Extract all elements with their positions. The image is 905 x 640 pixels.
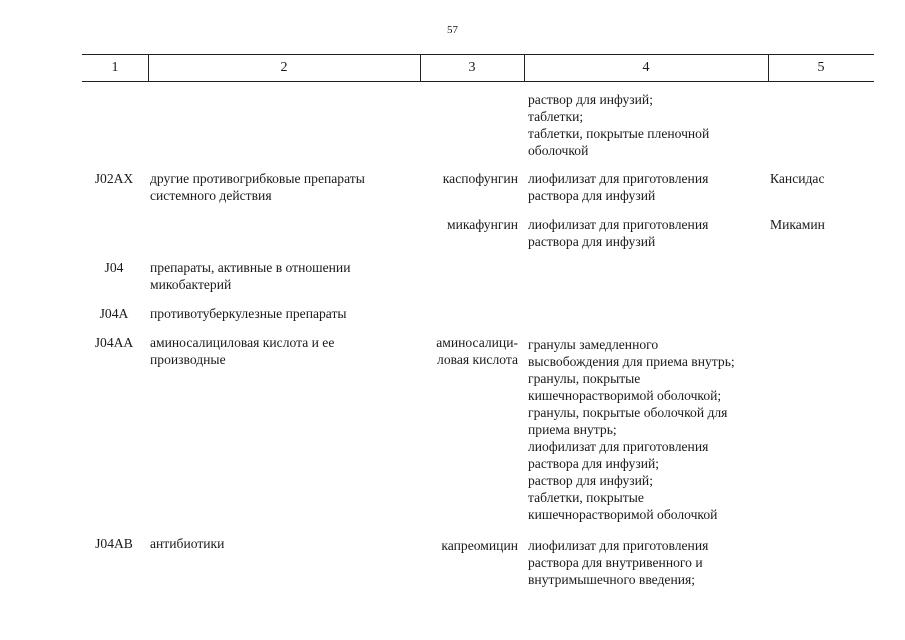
inn-line: микафунгин	[447, 217, 518, 232]
form-line: раствора для инфузий	[528, 188, 656, 203]
form-line: раствор для инфузий;	[528, 473, 653, 488]
group-name-cell	[150, 334, 334, 368]
atc-code: J04	[104, 260, 124, 275]
form-line: высвобождения для приема внутрь;	[528, 354, 735, 369]
forms-cell	[528, 336, 735, 523]
form-line: приема внутрь;	[528, 422, 617, 437]
group-name-line: другие противогрибковые препараты	[150, 171, 365, 186]
atc-code: J02AX	[94, 171, 134, 186]
group-name-line: производные	[150, 352, 226, 367]
form-line: лиофилизат для приготовления	[528, 217, 709, 232]
form-line: гранулы замедленного	[528, 337, 659, 352]
form-line: таблетки, покрытые	[528, 490, 644, 505]
forms-cell	[528, 537, 708, 588]
form-line: раствора для инфузий	[528, 234, 656, 249]
atc-code: J04AA	[94, 335, 134, 350]
forms-cell	[528, 91, 709, 159]
form-line: оболочкой	[528, 143, 589, 158]
form-line: гранулы, покрытые оболочкой для	[528, 405, 728, 420]
inn-cell	[422, 216, 518, 233]
header-col-5: 5	[817, 60, 825, 75]
atc-code: J04A	[99, 306, 129, 321]
group-name-cell	[150, 259, 350, 293]
header-col-3: 3	[468, 60, 476, 75]
inn-line: каспофунгин	[442, 171, 518, 186]
form-line: кишечнорастворимой оболочкой;	[528, 388, 722, 403]
inn-cell	[422, 170, 518, 187]
inn-line: аминосалици-	[436, 335, 518, 350]
group-name-line: аминосалициловая кислота и ее	[150, 335, 335, 350]
form-line: лиофилизат для приготовления	[528, 439, 709, 454]
form-line: лиофилизат для приготовления	[528, 171, 709, 186]
inn-line: ловая кислота	[437, 352, 518, 367]
trade-name: Микамин	[770, 217, 825, 232]
forms-cell	[528, 216, 708, 250]
header-col-4: 4	[642, 60, 650, 75]
group-name-line: микобактерий	[150, 277, 232, 292]
trade-name: Кансидас	[770, 171, 825, 186]
form-line: лиофилизат для приготовления	[528, 538, 709, 553]
header-col-2: 2	[280, 60, 288, 75]
group-name-line: системного действия	[150, 188, 272, 203]
inn-line: капреомицин	[441, 538, 518, 553]
group-name-cell	[150, 535, 224, 552]
group-name-line: противотуберкулезные препараты	[150, 306, 347, 321]
form-line: раствора для инфузий;	[528, 456, 660, 471]
group-name-line: антибиотики	[150, 536, 225, 551]
page-number: 57	[447, 24, 458, 36]
form-line: таблетки;	[528, 109, 584, 124]
form-line: кишечнорастворимой оболочкой	[528, 507, 718, 522]
forms-cell	[528, 170, 708, 204]
inn-cell	[422, 334, 518, 368]
header-col-1: 1	[111, 60, 119, 75]
form-line: раствора для внутривенного и	[528, 555, 703, 570]
group-name-cell	[150, 305, 347, 322]
atc-code: J04AB	[95, 536, 133, 551]
form-line: раствор для инфузий;	[528, 92, 653, 107]
group-name-line: препараты, активные в отношении	[150, 260, 351, 275]
table-header	[82, 54, 874, 82]
form-line: гранулы, покрытые	[528, 371, 641, 386]
inn-cell	[422, 537, 518, 554]
form-line: внутримышечного введения;	[528, 572, 696, 587]
form-line: таблетки, покрытые пленочной	[528, 126, 710, 141]
group-name-cell	[150, 170, 365, 204]
